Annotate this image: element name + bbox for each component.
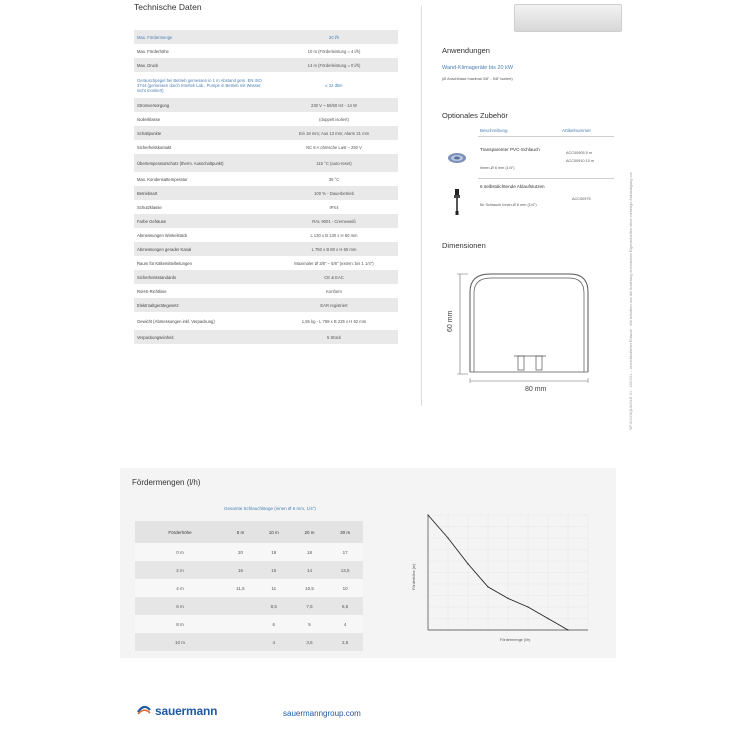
spec-label: Abmessungen gerader Kanal xyxy=(134,242,270,256)
flow-header-cell: 30 m xyxy=(327,521,363,543)
side-legal-text: SP1010/AQUAS/LE V1 · 2021/01 – Unverbindlicher Entwurf · Wir behalten uns die Änderung technischer Eigenschaften ohne vorherige Ankündigung vor xyxy=(629,172,633,430)
chart-point xyxy=(487,586,488,587)
flow-cell: 6,5 xyxy=(327,597,363,615)
hose-icon xyxy=(447,151,467,163)
spec-value: 35 °C xyxy=(270,172,398,186)
accessories-col-desc: Beschreibung xyxy=(480,128,508,133)
spec-row xyxy=(134,214,398,228)
flow-cell: 10 xyxy=(327,579,363,597)
spec-value: NC 8 A ohmsche Last – 250 V xyxy=(270,140,398,154)
spec-value: IPX4 xyxy=(270,200,398,214)
spec-value: Konform xyxy=(270,284,398,298)
brand-logo xyxy=(136,704,217,718)
flow-cell: 2,5 xyxy=(327,633,363,651)
flow-cell: 18 xyxy=(292,543,328,561)
drain-spout-icon xyxy=(452,189,462,215)
spec-row xyxy=(134,298,398,312)
flow-row xyxy=(135,615,363,633)
spec-value: 20 l/h xyxy=(270,30,398,44)
flow-cell: 11,5 xyxy=(225,579,256,597)
spec-row xyxy=(134,30,398,44)
accessory-1-detail: Innen-Ø 6 mm (1/4") xyxy=(480,166,515,170)
flow-cell: 4 xyxy=(327,615,363,633)
spec-value: 100 % - Dauerbetrieb xyxy=(270,186,398,200)
spec-label: Geräuschpegel bei Betrieb gemessen in 1 m Abstand gem. EN ISO 3744 (gemessen durch Intertek Lab., Pumpe in Betrieb mit Wasser, nicht montiert) xyxy=(134,72,270,98)
flow-row xyxy=(135,579,363,597)
chart-point xyxy=(547,618,548,619)
spec-row xyxy=(134,228,398,242)
spec-value: CE & EAC xyxy=(270,270,398,284)
flow-cell: 6 m xyxy=(135,597,225,615)
spec-row xyxy=(134,58,398,72)
accessories-row-line xyxy=(478,178,614,179)
flow-title: Fördermengen (l/h) xyxy=(132,478,201,487)
chart-point xyxy=(447,537,448,538)
chart-point xyxy=(427,514,428,515)
flow-cell: 3,5 xyxy=(292,633,328,651)
spec-label: Raum für Kältemittelleitungen xyxy=(134,256,270,270)
accessory-2-name: 6 selbstdichtende Ablaufstutzen xyxy=(480,184,545,189)
spec-label: Sicherheitsstandards xyxy=(134,270,270,284)
duct-cross-section-drawing xyxy=(448,262,598,392)
flow-header-cell: 5 m xyxy=(225,521,256,543)
flow-chart-svg xyxy=(400,505,605,655)
accessory-1-name: Transparenter PVC-Schlauch xyxy=(480,147,540,152)
flow-row xyxy=(135,561,363,579)
chart-point xyxy=(507,598,508,599)
spec-row xyxy=(134,330,398,344)
flow-cell: 20 xyxy=(225,543,256,561)
spec-row xyxy=(134,312,398,330)
spec-row xyxy=(134,112,398,126)
flow-header-cell: Förderhöhe xyxy=(135,521,225,543)
flow-cell: 19 xyxy=(256,543,292,561)
flow-cell: 10,5 xyxy=(292,579,328,597)
spec-row xyxy=(134,186,398,200)
spec-label: Isolierklasse xyxy=(134,112,270,126)
flow-cell: 13,5 xyxy=(327,561,363,579)
spec-row xyxy=(134,200,398,214)
spec-label: Betriebsart xyxy=(134,186,270,200)
spec-row xyxy=(134,72,398,98)
spec-label: Sicherheitskontakt xyxy=(134,140,270,154)
spec-label: Elektroaltgerätegesetz xyxy=(134,298,270,312)
spec-value: L 750 x B 80 x H 60 mm xyxy=(270,242,398,256)
spec-label: Max. Kondensattemperatur xyxy=(134,172,270,186)
spec-title: Technische Daten xyxy=(134,2,202,12)
accessories-header-line xyxy=(478,136,614,137)
spec-value: Ein 18 mm; Aus 13 mm; Alarm 21 mm xyxy=(270,126,398,140)
spec-row xyxy=(134,140,398,154)
flow-cell: 6 xyxy=(256,615,292,633)
spec-value: 230 V ~ 50/60 Hz - 14 W xyxy=(270,98,398,112)
flow-caption: Gesamte Schlauchlänge (innen Ø 6 mm, 1/4") xyxy=(224,506,316,511)
flow-cell: 7,5 xyxy=(292,597,328,615)
spec-row xyxy=(134,44,398,58)
spec-value: EAR registriert xyxy=(270,298,398,312)
chart-point xyxy=(467,563,468,564)
flow-cell: 2 m xyxy=(135,561,225,579)
applications-line1: Wand-Klimageräte bis 20 kW xyxy=(442,65,514,71)
accessory-1-art1: ACC00905 5 m xyxy=(566,151,592,155)
spec-label: Abmessungen Winkelstück xyxy=(134,228,270,242)
accessory-1-art2: ACC00910 10 m xyxy=(566,159,595,163)
flow-cell xyxy=(225,633,256,651)
chart-ylabel: Förderhöhe (m) xyxy=(412,563,416,590)
flow-cell: 16 xyxy=(225,561,256,579)
dimensions-title: Dimensionen xyxy=(442,241,486,250)
accessory-2-detail: für Schlauch Innen-Ø 6 mm (1/4") xyxy=(480,203,537,207)
flow-cell: 4 m xyxy=(135,579,225,597)
spec-row xyxy=(134,284,398,298)
spec-label: Übertemperaturschutz (therm. Ausschaltpunkt) xyxy=(134,154,270,172)
spec-table xyxy=(134,30,398,344)
brand-name: sauermann xyxy=(155,704,218,718)
accessories-col-art: Artikelnummer xyxy=(562,128,592,133)
spec-value: 1,55 kg - L 769 x B 225 x H 62 mm xyxy=(270,312,398,330)
spec-row xyxy=(134,98,398,112)
spec-row xyxy=(134,256,398,270)
flow-cell: 11 xyxy=(256,579,292,597)
chart-point xyxy=(527,606,528,607)
accessories-title: Optionales Zubehör xyxy=(442,111,508,120)
spec-label: Max. Druck xyxy=(134,58,270,72)
spec-label: RoHS-Richtlinie xyxy=(134,284,270,298)
dimension-height-label: 60 mm xyxy=(447,310,454,332)
spec-row xyxy=(134,242,398,256)
spec-value: L 130 x B 130 x H 60 mm xyxy=(270,228,398,242)
applications-title: Anwendungen xyxy=(442,46,490,55)
product-image xyxy=(514,4,622,32)
spec-row xyxy=(134,126,398,140)
brand-logo-icon xyxy=(136,705,152,717)
flow-cell: 15 xyxy=(256,561,292,579)
chart-xlabel: Fördermenge (l/h) xyxy=(500,638,531,642)
flow-cell: 4 xyxy=(256,633,292,651)
flow-row xyxy=(135,633,363,651)
flow-cell: 17 xyxy=(327,543,363,561)
flow-cell: 5 xyxy=(292,615,328,633)
applications-line2: (Ø Anschlüsse maximal 3/8" - 5/8" isoliert) xyxy=(442,77,513,81)
spec-value: Maximaler Ø 3/8" – 5/8" (extern: bis 1 1/4") xyxy=(270,256,398,270)
footer-url[interactable]: sauermanngroup.com xyxy=(283,709,361,718)
spec-value: 5 Stück xyxy=(270,330,398,344)
dimension-width-label: 80 mm xyxy=(525,386,547,393)
spec-row xyxy=(134,270,398,284)
flow-cell: 10 m xyxy=(135,633,225,651)
flow-cell: 0 m xyxy=(135,543,225,561)
spec-value: 14 m (Förderleistung = 0 l/h) xyxy=(270,58,398,72)
spec-label: Verpackungseinheit xyxy=(134,330,270,344)
flow-cell: 8 m xyxy=(135,615,225,633)
flow-cell xyxy=(225,597,256,615)
flow-row xyxy=(135,597,363,615)
flow-header-cell: 20 m xyxy=(292,521,328,543)
accessory-2-art1: ACC00975 xyxy=(572,197,591,201)
spec-value: (doppelt isoliert) xyxy=(270,112,398,126)
spec-label: Max. Fördermenge xyxy=(134,30,270,44)
flow-table xyxy=(135,521,363,651)
spec-label: Farbe Gehäuse xyxy=(134,214,270,228)
flow-row xyxy=(135,543,363,561)
column-divider xyxy=(421,6,422,406)
spec-label: Gewicht (Abmessungen inkl. Verpackung) xyxy=(134,312,270,330)
spec-row xyxy=(134,172,398,186)
flow-header-cell: 10 m xyxy=(256,521,292,543)
flow-cell xyxy=(225,615,256,633)
spec-label: Schaltpunkte xyxy=(134,126,270,140)
chart-point xyxy=(567,629,568,630)
spec-value: 10 m (Förderleistung = 4 l/h) xyxy=(270,44,398,58)
spec-label: Schutzklasse xyxy=(134,200,270,214)
flow-cell: 14 xyxy=(292,561,328,579)
flow-chart xyxy=(400,505,605,655)
spec-label: Max. Förderhöhe xyxy=(134,44,270,58)
flow-cell: 8,5 xyxy=(256,597,292,615)
spec-value: ≤ 22 dBA xyxy=(270,72,398,98)
spec-row xyxy=(134,154,398,172)
spec-value: RAL 9001 - Cremeweiß xyxy=(270,214,398,228)
spec-label: Stromversorgung xyxy=(134,98,270,112)
spec-value: 115 °C (auto-reset) xyxy=(270,154,398,172)
